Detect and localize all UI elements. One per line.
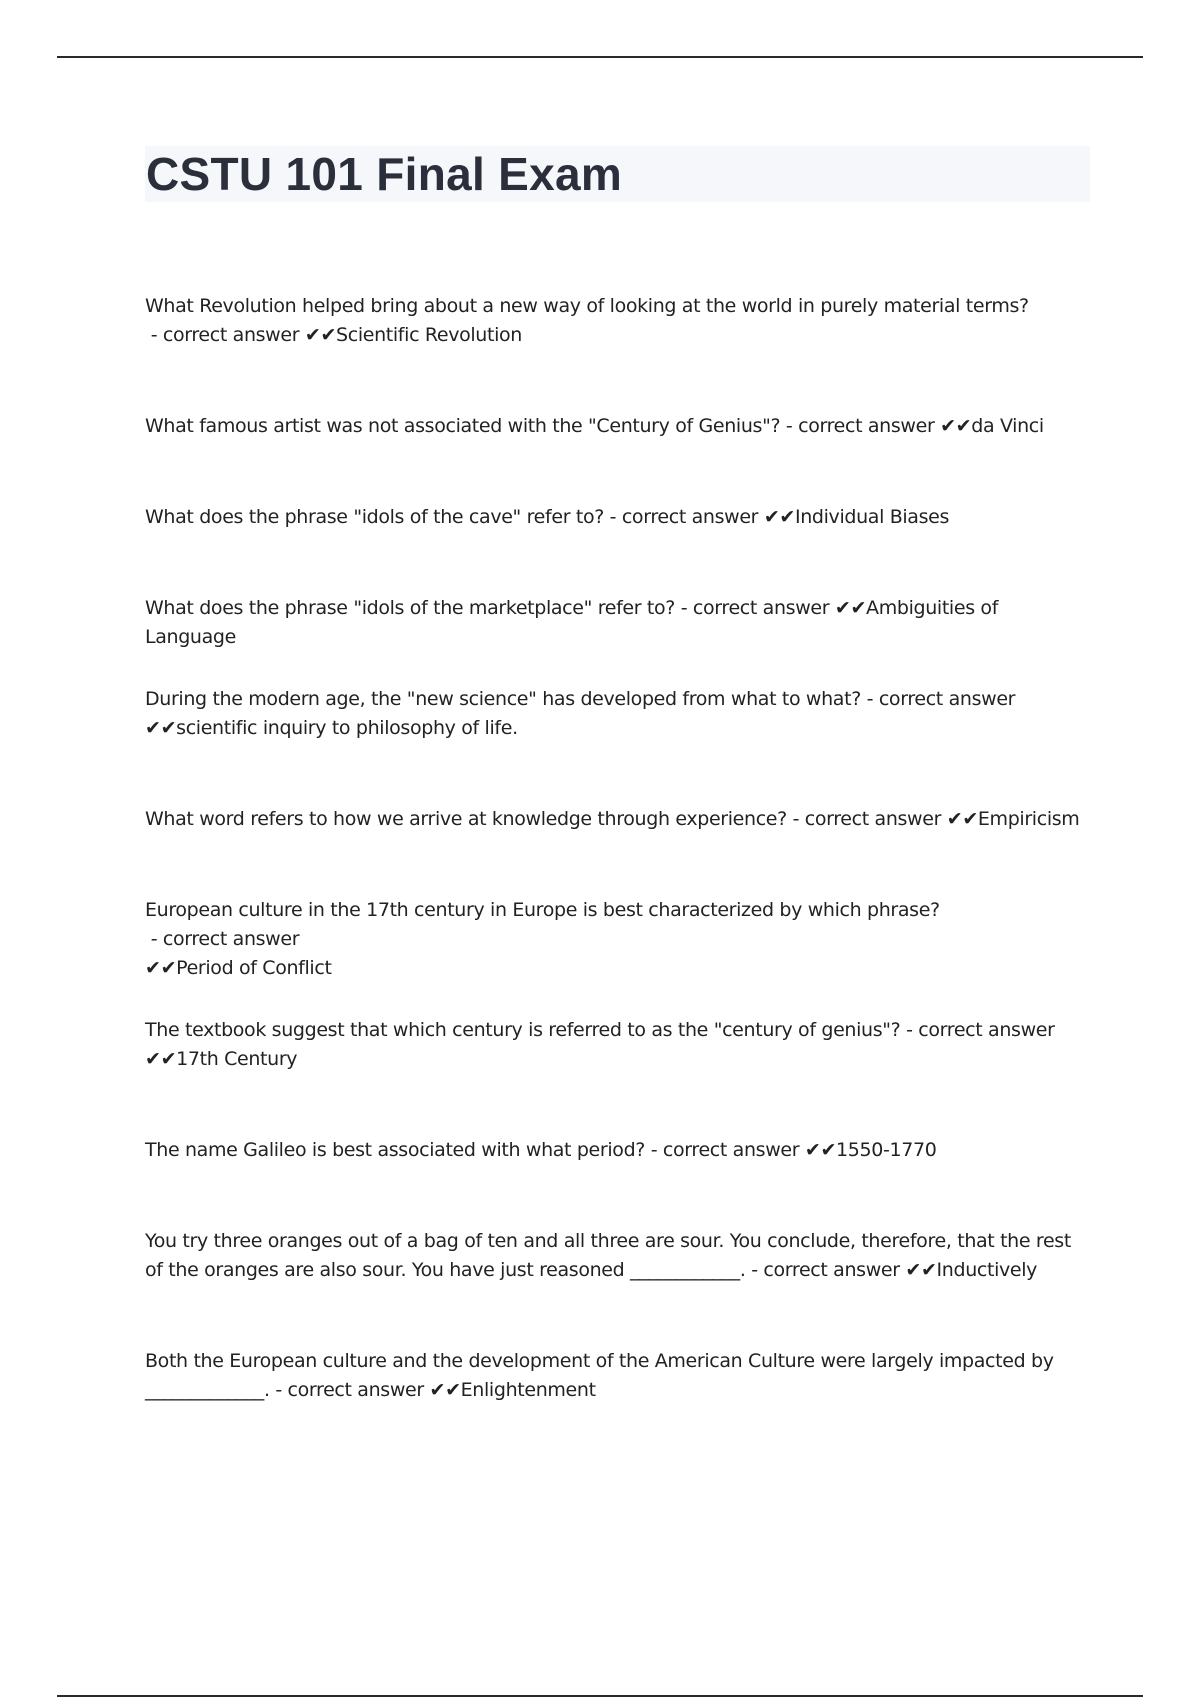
- qa-item: [145, 805, 1090, 896]
- answer-prefix: - correct answer: [145, 324, 305, 346]
- check-mark-icon: ✔✔: [429, 1379, 461, 1401]
- question-text: What does the phrase "idols of the cave" refer to?: [145, 506, 604, 528]
- question-text: What word refers to how we arrive at knowledge through experience?: [145, 808, 787, 830]
- question-text: What Revolution helped bring about a new way of looking at the world in purely material terms?: [145, 295, 1029, 317]
- answer-prefix: - correct answer: [780, 415, 941, 437]
- question-text: You try three oranges out of a bag of ten and all three are sour. You conclude, therefore, that the rest of the oranges are also sour. You have just reasoned ____________.: [145, 1230, 1071, 1281]
- answer-prefix: - correct answer: [603, 506, 764, 528]
- answer-text: 1550-1770: [836, 1139, 937, 1161]
- question-text: What famous artist was not associated with the "Century of Genius"?: [145, 415, 781, 437]
- answer-text: Period of Conflict: [176, 957, 332, 979]
- answer-text: 17th Century: [176, 1048, 298, 1070]
- answer-text: scientific inquiry to philosophy of life.: [176, 717, 518, 739]
- question-text: Both the European culture and the development of the American Culture were largely impacted by _____________.: [145, 1350, 1054, 1401]
- question-text: What does the phrase "idols of the marketplace" refer to?: [145, 597, 676, 619]
- check-mark-icon: ✔✔: [804, 1139, 837, 1161]
- check-mark-icon: ✔✔: [145, 1048, 177, 1070]
- qa-item: [145, 1136, 1090, 1227]
- answer-text: Scientific Revolution: [336, 324, 522, 346]
- qa-item: [145, 503, 1090, 594]
- answer-prefix: - correct answer: [675, 597, 835, 619]
- qa-item: [145, 292, 1090, 412]
- question-list: [145, 292, 1090, 1467]
- answer-prefix: - correct answer: [860, 688, 1021, 710]
- qa-item: [145, 896, 1090, 1016]
- qa-item: [145, 412, 1090, 503]
- qa-item: [145, 1347, 1090, 1467]
- check-mark-icon: ✔✔: [304, 324, 337, 346]
- check-mark-icon: ✔✔: [946, 808, 978, 830]
- qa-item: [145, 1016, 1090, 1136]
- question-text: The textbook suggest that which century is referred to as the "century of genius"?: [145, 1019, 901, 1041]
- check-mark-icon: ✔✔: [145, 717, 177, 739]
- answer-prefix: - correct answer: [269, 1379, 430, 1401]
- answer-text: Ambiguities of Language: [145, 597, 999, 648]
- answer-text: Individual Biases: [794, 506, 950, 528]
- check-mark-icon: ✔✔: [905, 1259, 937, 1281]
- question-text: The name Galileo is best associated with what period?: [145, 1139, 646, 1161]
- answer-prefix: - correct answer: [900, 1019, 1061, 1041]
- check-mark-icon: ✔✔: [145, 957, 177, 979]
- question-text: European culture in the 17th century in Europe is best characterized by which phrase?: [145, 899, 940, 921]
- answer-text: da Vinci: [971, 415, 1044, 437]
- qa-item: [145, 1227, 1090, 1347]
- answer-text: Empiricism: [977, 808, 1080, 830]
- answer-prefix: - correct answer: [645, 1139, 805, 1161]
- check-mark-icon: ✔✔: [834, 597, 867, 619]
- document-title: CSTU 101 Final Exam: [146, 148, 623, 200]
- answer-prefix: - correct answer: [745, 1259, 906, 1281]
- qa-item: [145, 685, 1090, 805]
- check-mark-icon: ✔✔: [763, 506, 795, 528]
- answer-prefix: - correct answer: [786, 808, 947, 830]
- answer-text: Inductively: [936, 1259, 1038, 1281]
- answer-prefix: - correct answer: [145, 928, 305, 950]
- qa-item: [145, 594, 1090, 685]
- answer-text: Enlightenment: [460, 1379, 596, 1401]
- bottom-rule: [57, 1695, 1143, 1697]
- question-text: During the modern age, the "new science" has developed from what to what?: [145, 688, 861, 710]
- top-rule: [57, 56, 1143, 58]
- check-mark-icon: ✔✔: [940, 415, 972, 437]
